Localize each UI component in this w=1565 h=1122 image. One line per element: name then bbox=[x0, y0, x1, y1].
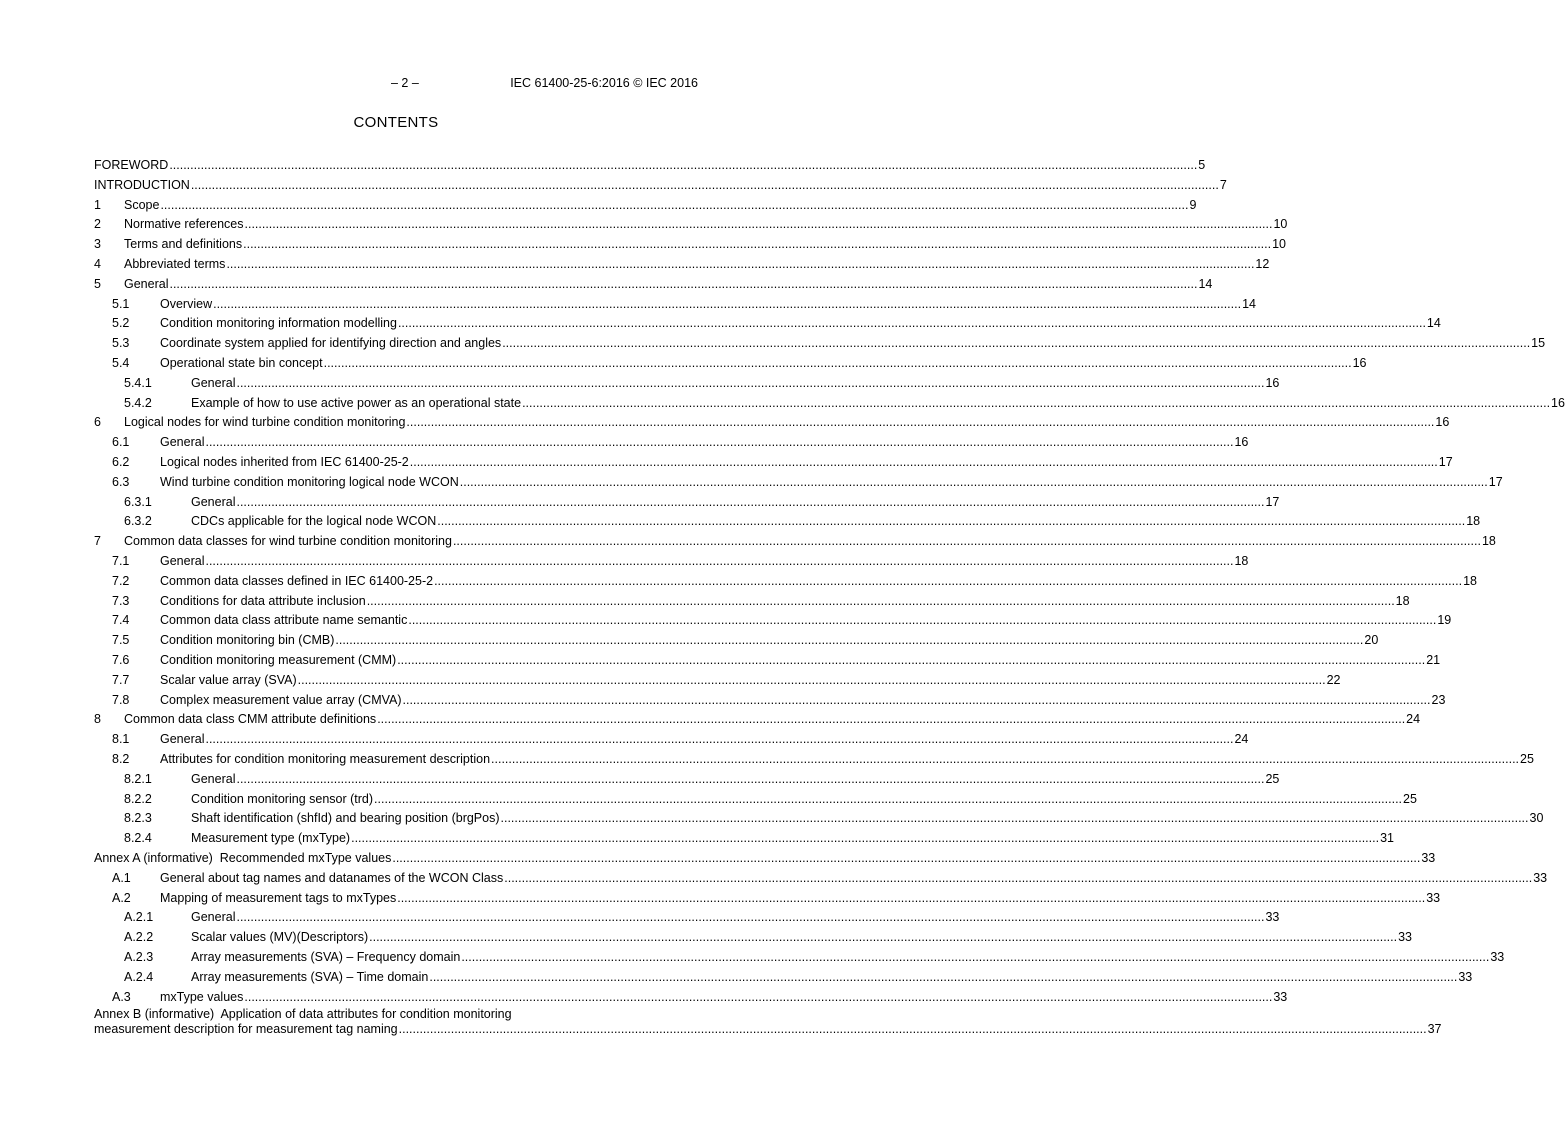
toc-entry-page: 21 bbox=[1426, 653, 1441, 667]
toc-entry-page: 33 bbox=[1265, 910, 1280, 925]
toc-entry-page: 37 bbox=[1427, 1022, 1442, 1037]
toc-entry-label: Common data classes defined in IEC 61400-25-2 bbox=[160, 573, 434, 588]
dot-leader bbox=[377, 711, 1405, 727]
dot-leader bbox=[406, 414, 1434, 430]
toc-entry-page: 18 bbox=[1395, 593, 1410, 608]
toc-entry[interactable] bbox=[94, 157, 1206, 173]
toc-entry[interactable] bbox=[94, 276, 1213, 292]
toc-entry[interactable] bbox=[94, 216, 1288, 232]
toc-entry-label: Mapping of measurement tags to mxTypes bbox=[160, 890, 397, 905]
toc-entry[interactable] bbox=[94, 711, 1421, 727]
toc-entry-page: 33 bbox=[1533, 870, 1548, 885]
toc-entry-number: 7 bbox=[94, 534, 101, 549]
toc-entry-number: 8.2.3 bbox=[124, 811, 152, 826]
toc-entry-label: INTRODUCTION bbox=[94, 177, 190, 192]
toc-entry-label: FOREWORD bbox=[94, 158, 169, 172]
dot-leader bbox=[243, 236, 1271, 252]
dot-leader bbox=[522, 395, 1550, 411]
toc-entry-page: 16 bbox=[1551, 395, 1565, 410]
dot-leader bbox=[453, 533, 1481, 549]
toc-entry[interactable] bbox=[94, 692, 1446, 708]
toc-entry-number: 7.1 bbox=[112, 554, 130, 568]
dot-leader bbox=[169, 157, 1197, 173]
toc-entry[interactable] bbox=[94, 434, 1249, 450]
toc-entry[interactable] bbox=[94, 850, 1436, 866]
toc-entry[interactable] bbox=[94, 612, 1452, 628]
toc-entry-number: 5.4.1 bbox=[124, 375, 152, 390]
toc-entry-number: 2 bbox=[94, 217, 101, 232]
toc-entry[interactable] bbox=[94, 474, 1503, 490]
toc-entry-number: 7.2 bbox=[112, 573, 130, 588]
toc-entry[interactable] bbox=[94, 375, 1280, 391]
toc-entry-number: 7.6 bbox=[112, 653, 130, 667]
toc-entry-page: 33 bbox=[1458, 969, 1473, 984]
toc-entry[interactable] bbox=[94, 791, 1417, 807]
dot-leader bbox=[399, 1022, 1427, 1037]
toc-entry[interactable] bbox=[94, 949, 1505, 965]
toc-entry-page: 23 bbox=[1431, 692, 1446, 707]
toc-entry-label: General about tag names and datanames of the WCON Class bbox=[160, 870, 504, 885]
toc-entry-number: 1 bbox=[94, 197, 101, 212]
toc-entry-number: A.2.4 bbox=[124, 969, 154, 984]
dot-leader bbox=[213, 296, 1241, 312]
dot-leader bbox=[408, 612, 1436, 628]
toc-entry-label: Attributes for condition monitoring measurement description bbox=[160, 752, 491, 766]
dot-leader bbox=[397, 890, 1425, 906]
dot-leader bbox=[501, 810, 1529, 826]
toc-entry-annex-b[interactable] bbox=[94, 1007, 1442, 1037]
toc-entry-page: 31 bbox=[1380, 831, 1394, 846]
toc-entry-page: 16 bbox=[1234, 435, 1249, 450]
toc-entry-label: General bbox=[160, 732, 205, 747]
toc-entry-number: 5 bbox=[94, 276, 101, 291]
toc-entry-label: Measurement type (mxType) bbox=[191, 831, 351, 846]
toc-entry-number: 4 bbox=[94, 257, 101, 271]
toc-entry-label: Array measurements (SVA) – Time domain bbox=[191, 969, 429, 984]
dot-leader bbox=[369, 929, 1397, 945]
toc-entry-page: 33 bbox=[1426, 890, 1441, 905]
dot-leader bbox=[410, 454, 1438, 470]
toc-entry[interactable] bbox=[94, 256, 1270, 272]
toc-entry-label: Overview bbox=[160, 296, 213, 311]
toc-entry-page: 33 bbox=[1421, 851, 1436, 865]
toc-entry-page: 16 bbox=[1265, 375, 1280, 390]
dot-leader bbox=[191, 177, 1219, 193]
dot-leader bbox=[226, 256, 1254, 272]
copyright-notice: IEC 61400-25-6:2016 © IEC 2016 bbox=[510, 76, 698, 90]
toc-entry[interactable] bbox=[94, 573, 1477, 589]
dot-leader bbox=[502, 335, 1530, 351]
dot-leader bbox=[335, 632, 1363, 648]
dot-leader bbox=[367, 593, 1395, 609]
toc-entry-number: 8.2 bbox=[112, 752, 130, 766]
toc-entry[interactable] bbox=[94, 731, 1249, 747]
toc-entry-page: 10 bbox=[1273, 217, 1288, 232]
toc-entry-page: 14 bbox=[1242, 296, 1256, 311]
dot-leader bbox=[205, 434, 1233, 450]
toc-entry-number: 7.3 bbox=[112, 593, 130, 608]
toc-entry-page: 14 bbox=[1198, 276, 1213, 291]
toc-entry-page: 22 bbox=[1326, 672, 1341, 687]
toc-entry[interactable] bbox=[94, 751, 1534, 767]
toc-entry-label: Shaft identification (shfId) and bearing position (brgPos) bbox=[191, 811, 500, 826]
toc-entry-label: General bbox=[160, 435, 205, 450]
toc-entry-number: A.2.2 bbox=[124, 930, 154, 945]
toc-entry-label: Scalar values (MV)(Descriptors) bbox=[191, 930, 369, 945]
toc-entry-label: Operational state bin concept bbox=[160, 356, 323, 370]
toc-entry-page: 30 bbox=[1529, 811, 1544, 826]
toc-entry-label: mxType values bbox=[160, 989, 244, 1004]
toc-entry[interactable] bbox=[94, 652, 1441, 668]
toc-entry[interactable] bbox=[94, 870, 1548, 886]
page-header bbox=[94, 76, 698, 94]
toc-entry-label: General bbox=[191, 910, 236, 925]
toc-entry-label: General bbox=[160, 554, 205, 568]
toc-entry-page: 24 bbox=[1406, 712, 1421, 727]
toc-entry-number: A.3 bbox=[112, 989, 131, 1004]
toc-entry-number: 7.4 bbox=[112, 613, 130, 628]
toc-entry-page: 25 bbox=[1265, 771, 1280, 786]
toc-entry-label: Condition monitoring measurement (CMM) bbox=[160, 653, 397, 667]
toc-entry[interactable] bbox=[94, 414, 1450, 430]
toc-entry-page: 12 bbox=[1255, 257, 1270, 271]
toc-entry-number: 8.2.2 bbox=[124, 791, 152, 806]
toc-entry-number: 6.3 bbox=[112, 474, 130, 489]
toc-entry-page: 33 bbox=[1398, 930, 1413, 945]
toc-entry-page: 25 bbox=[1403, 791, 1417, 806]
toc-entry-label: Conditions for data attribute inclusion bbox=[160, 593, 366, 608]
toc-entry-number: 3 bbox=[94, 237, 101, 252]
dot-leader bbox=[160, 197, 1188, 213]
toc-entry-page: 17 bbox=[1488, 474, 1503, 489]
toc-entry[interactable] bbox=[94, 533, 1496, 549]
contents-title: CONTENTS bbox=[353, 114, 439, 131]
toc-entry-number: 5.4.2 bbox=[124, 395, 152, 410]
toc-entry-label: Common data class CMM attribute definitions bbox=[124, 712, 377, 727]
dot-leader bbox=[392, 850, 1420, 866]
dot-leader bbox=[351, 830, 1379, 846]
toc-entry-number: A.2.3 bbox=[124, 950, 154, 964]
toc-entry[interactable] bbox=[94, 355, 1367, 371]
toc-entry-page: 33 bbox=[1273, 989, 1288, 1004]
toc-entry-number: 6.3.1 bbox=[124, 494, 152, 509]
toc-entry-page: 7 bbox=[1219, 177, 1227, 192]
toc-entry-label: General bbox=[191, 375, 236, 390]
toc-entry[interactable] bbox=[94, 593, 1410, 609]
dot-leader bbox=[504, 870, 1532, 886]
toc-entry-label: Normative references bbox=[124, 217, 244, 232]
toc-entry-number: A.2.1 bbox=[124, 910, 154, 925]
toc-entry-number: 7.8 bbox=[112, 692, 130, 707]
toc-entry-label: General bbox=[191, 771, 236, 786]
toc-entry-label: General bbox=[191, 494, 236, 509]
dot-leader bbox=[244, 989, 1272, 1005]
toc-entry-number: 5.3 bbox=[112, 336, 130, 351]
toc-entry-number: 5.2 bbox=[112, 316, 130, 331]
toc-entry-page: 18 bbox=[1466, 514, 1481, 529]
toc-entry[interactable] bbox=[94, 632, 1379, 648]
toc-entry-number: 7.7 bbox=[112, 672, 130, 687]
toc-entry-label: Annex A (informative) Recommended mxType values bbox=[94, 851, 392, 865]
toc-entry[interactable] bbox=[94, 494, 1280, 510]
toc-entry[interactable] bbox=[94, 929, 1413, 945]
toc-entry-label: Complex measurement value array (CMVA) bbox=[160, 692, 402, 707]
toc-entry-page: 20 bbox=[1364, 633, 1379, 648]
toc-entry-label: Logical nodes for wind turbine condition monitoring bbox=[124, 415, 406, 430]
toc-entry-label: Condition monitoring information modelling bbox=[160, 316, 397, 331]
dot-leader bbox=[205, 553, 1233, 569]
toc-entry-label: Abbreviated terms bbox=[124, 257, 226, 271]
toc-entry[interactable] bbox=[94, 395, 1565, 411]
toc-entry-label: Annex B (informative) Application of data attributes for condition monitoring bbox=[94, 1007, 512, 1022]
toc-entry[interactable] bbox=[94, 335, 1546, 351]
dot-leader bbox=[374, 791, 1402, 807]
toc-entry-number: A.1 bbox=[112, 870, 131, 885]
toc-entry-number: 6.3.2 bbox=[124, 514, 152, 529]
toc-entry-page: 18 bbox=[1481, 534, 1496, 549]
toc-entry[interactable] bbox=[94, 810, 1544, 826]
toc-entry-number: 6.1 bbox=[112, 435, 130, 450]
toc-entry-label: Scalar value array (SVA) bbox=[160, 672, 297, 687]
toc-entry[interactable] bbox=[94, 890, 1441, 906]
toc-entry[interactable] bbox=[94, 315, 1441, 331]
toc-entry-label-continued: measurement description for measurement tag naming bbox=[94, 1022, 398, 1037]
toc-entry-page: 17 bbox=[1265, 494, 1280, 509]
toc-entry-page: 16 bbox=[1352, 356, 1367, 370]
toc-entry[interactable] bbox=[94, 989, 1288, 1005]
dot-leader bbox=[491, 751, 1519, 767]
toc-entry-page: 33 bbox=[1490, 950, 1505, 964]
dot-leader bbox=[236, 375, 1264, 391]
toc-entry-number: 5.4 bbox=[112, 356, 130, 370]
toc-entry-label: Common data classes for wind turbine condition monitoring bbox=[124, 534, 452, 549]
toc-entry-label: Condition monitoring bin (CMB) bbox=[160, 633, 335, 648]
toc-entry-number: 5.1 bbox=[112, 296, 130, 311]
dot-leader bbox=[236, 494, 1264, 510]
toc-entry-page: 24 bbox=[1234, 732, 1249, 747]
toc-entry[interactable] bbox=[94, 672, 1341, 688]
dot-leader bbox=[429, 969, 1457, 985]
toc-entry[interactable] bbox=[94, 771, 1280, 787]
toc-entry-page: 18 bbox=[1234, 554, 1249, 568]
toc-entry[interactable] bbox=[94, 236, 1287, 252]
toc-entry[interactable] bbox=[94, 296, 1256, 312]
dot-leader bbox=[236, 771, 1264, 787]
toc-entry-page: 16 bbox=[1435, 415, 1450, 430]
toc-entry-number: 7.5 bbox=[112, 633, 130, 648]
toc-entry[interactable] bbox=[94, 909, 1280, 925]
toc-entry-page: 14 bbox=[1426, 316, 1441, 331]
toc-entry[interactable] bbox=[94, 969, 1473, 985]
toc-entry-number: 8 bbox=[94, 712, 101, 727]
dot-leader bbox=[298, 672, 1326, 688]
toc-entry-number: A.2 bbox=[112, 890, 131, 905]
toc-entry-number: 8.2.4 bbox=[124, 831, 152, 846]
dot-leader bbox=[461, 949, 1489, 965]
toc-entry-page: 15 bbox=[1531, 336, 1546, 351]
toc-entry-label: Terms and definitions bbox=[124, 237, 243, 252]
toc-entry-page: 10 bbox=[1272, 237, 1287, 252]
dot-leader bbox=[324, 355, 1352, 371]
toc-entry-label: Array measurements (SVA) – Frequency domain bbox=[191, 950, 461, 964]
dot-leader bbox=[245, 216, 1273, 232]
toc-entry-page: 17 bbox=[1438, 455, 1453, 469]
toc-entry-label: CDCs applicable for the logical node WCON bbox=[191, 514, 437, 529]
dot-leader bbox=[460, 474, 1488, 490]
toc-entry-page: 18 bbox=[1463, 573, 1477, 588]
toc-entry-label: Condition monitoring sensor (trd) bbox=[191, 791, 374, 806]
toc-entry-page: 9 bbox=[1189, 197, 1197, 212]
toc-entry-label: General bbox=[124, 276, 169, 291]
dot-leader bbox=[169, 276, 1197, 292]
toc-entry-label: Wind turbine condition monitoring logical node WCON bbox=[160, 474, 459, 489]
dot-leader bbox=[434, 573, 1462, 589]
toc-entry-label: Common data class attribute name semantic bbox=[160, 613, 408, 628]
toc-entry-number: 6 bbox=[94, 415, 101, 430]
toc-entry[interactable] bbox=[94, 513, 1481, 529]
toc-entry-label: Example of how to use active power as an operational state bbox=[191, 395, 522, 410]
toc-entry-number: 8.1 bbox=[112, 732, 130, 747]
dot-leader bbox=[398, 315, 1426, 331]
toc-entry-label: Scope bbox=[124, 197, 160, 212]
toc-entry[interactable] bbox=[94, 454, 1453, 470]
toc-entry-page: 19 bbox=[1437, 613, 1452, 628]
dot-leader bbox=[205, 731, 1233, 747]
toc-entry[interactable] bbox=[94, 830, 1394, 846]
toc-entry-page: 5 bbox=[1198, 158, 1206, 172]
page-number: – 2 – bbox=[391, 76, 419, 90]
toc-entry-number: 6.2 bbox=[112, 455, 130, 469]
dot-leader bbox=[437, 513, 1465, 529]
toc-entry-label: Logical nodes inherited from IEC 61400-25-2 bbox=[160, 455, 409, 469]
toc-entry-label: Coordinate system applied for identifying direction and angles bbox=[160, 336, 502, 351]
toc-entry-page: 25 bbox=[1520, 752, 1534, 766]
toc-entry[interactable] bbox=[94, 197, 1197, 213]
dot-leader bbox=[403, 692, 1431, 708]
toc-entry-number: 8.2.1 bbox=[124, 771, 152, 786]
dot-leader bbox=[397, 652, 1425, 668]
dot-leader bbox=[236, 909, 1264, 925]
toc-entry[interactable] bbox=[94, 177, 1227, 193]
toc-entry[interactable] bbox=[94, 553, 1249, 569]
